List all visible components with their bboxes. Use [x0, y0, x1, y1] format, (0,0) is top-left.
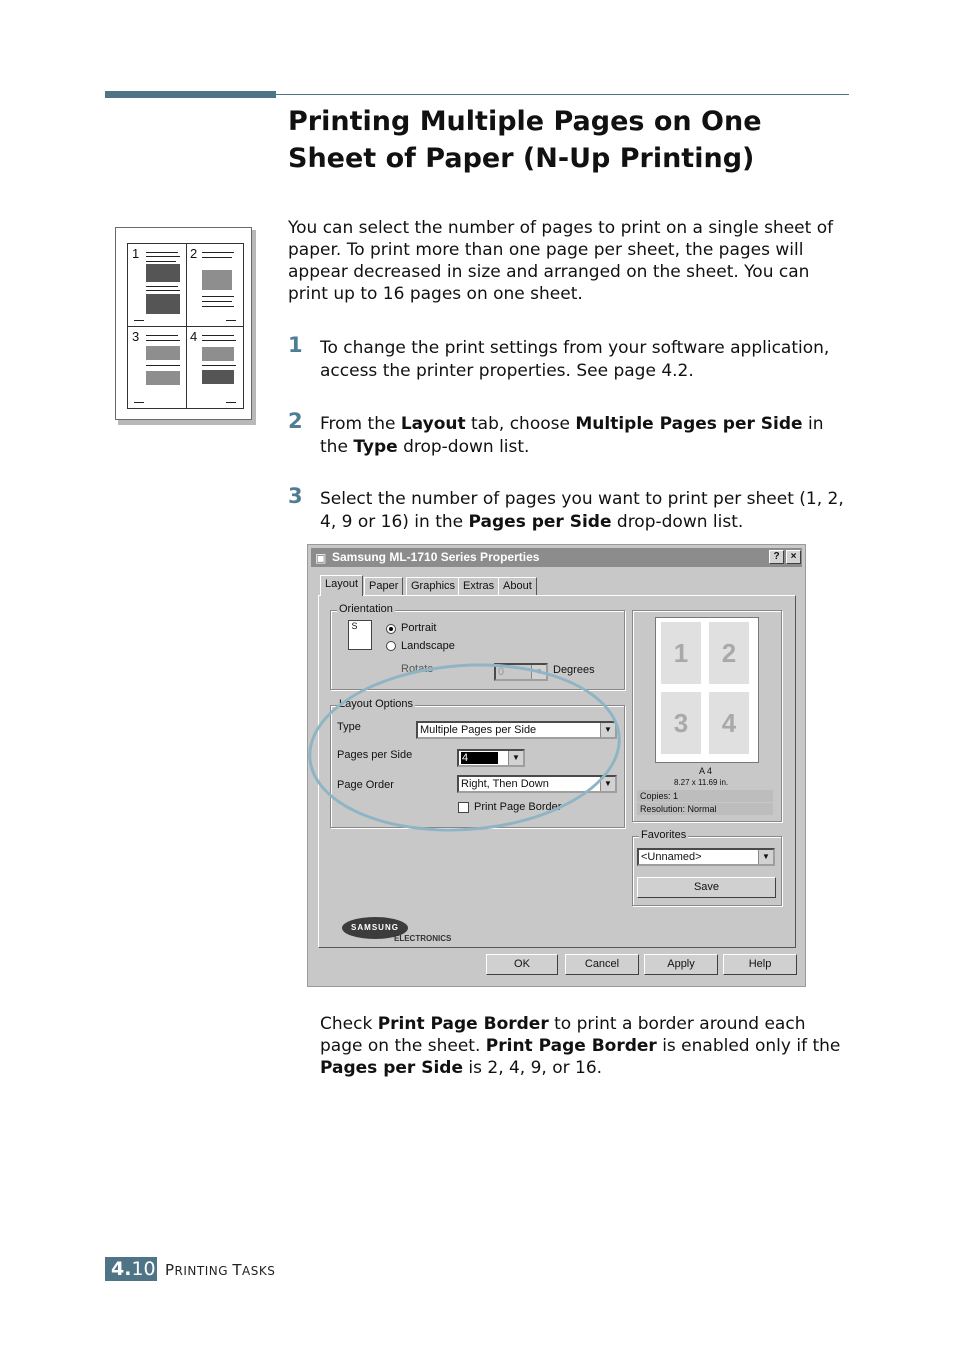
text-line	[134, 320, 144, 321]
printer-icon: ▣	[315, 551, 327, 565]
footer-section-title: PRINTING TASKS	[165, 1261, 276, 1279]
tab-layout[interactable]: Layout	[320, 575, 363, 596]
orientation-label: Orientation	[339, 603, 393, 615]
sheet-number-3: 3	[132, 329, 140, 344]
tab-about[interactable]: About	[498, 577, 537, 595]
type-label: Type	[337, 721, 361, 733]
degrees-label: Degrees	[553, 664, 595, 676]
chevron-down-icon: ▼	[758, 850, 773, 864]
step-number: 2	[288, 409, 303, 433]
portrait-radio[interactable]	[386, 624, 396, 634]
sheet-divider-horizontal	[128, 326, 243, 327]
save-button[interactable]: Save	[637, 877, 776, 898]
text-block	[146, 264, 180, 282]
text-line	[146, 290, 180, 291]
samsung-logo-subtitle: ELECTRONICS	[394, 934, 452, 943]
step-text: To change the print settings from your software application, access the printer properties. See page 4.2.	[320, 338, 830, 381]
sheet-number-1: 1	[132, 246, 140, 261]
portrait-label: Portrait	[401, 622, 437, 634]
image-block	[146, 371, 180, 385]
intro-paragraph: You can select the number of pages to print on a single sheet of paper. To print more than one page per sheet, the pages will appear decreased in size and arranged on the sheet. You can print up to 16 pages on one sheet.	[288, 218, 834, 304]
image-block	[146, 346, 180, 360]
text-line	[146, 256, 180, 257]
chevron-down-icon: ▼	[531, 665, 546, 679]
step-2	[288, 409, 853, 459]
ok-button[interactable]: OK	[486, 954, 558, 975]
text-line	[146, 335, 178, 336]
chevron-down-icon: ▼	[508, 751, 523, 765]
image-block	[202, 347, 234, 361]
text-line	[146, 252, 178, 253]
preview-cell-4: 4	[709, 692, 749, 754]
text-line	[202, 335, 234, 336]
samsung-logo: SAMSUNG	[342, 917, 408, 939]
landscape-radio[interactable]	[386, 641, 396, 651]
note-paragraph: Check Print Page Border to print a border around each page on the sheet. Print Page Border is enabled only if the Pages per Side is 2, 4, 9, or 16.	[320, 1014, 841, 1078]
text-line	[226, 402, 236, 403]
page-number-badge: 4.10	[105, 1257, 157, 1281]
step-number: 1	[288, 333, 303, 357]
preview-cell-3: 3	[661, 692, 701, 754]
text-line	[202, 301, 232, 302]
step-number: 3	[288, 484, 303, 508]
paper-dimensions: 8.27 x 11.69 in.	[674, 778, 729, 787]
preview-cell-2: 2	[709, 622, 749, 684]
cancel-button[interactable]: Cancel	[565, 954, 639, 975]
dialog-titlebar	[311, 548, 802, 567]
paper-size-label: A 4	[699, 766, 713, 776]
text-line	[202, 257, 232, 258]
header-rule	[276, 94, 849, 95]
text-line	[226, 320, 236, 321]
image-block	[202, 270, 232, 290]
text-line	[202, 306, 234, 307]
preview-cell-1: 1	[661, 622, 701, 684]
tab-extras[interactable]: Extras	[458, 577, 499, 595]
type-select[interactable]: Multiple Pages per Side ▼	[416, 721, 617, 739]
text-line	[134, 402, 144, 403]
preview-page	[655, 617, 759, 763]
text-line	[146, 340, 180, 341]
print-page-border-label: Print Page Border	[474, 801, 562, 813]
sheet-number-4: 4	[190, 329, 198, 344]
help-title-button[interactable]: ?	[769, 550, 784, 564]
rotate-label: Rotate	[401, 663, 434, 675]
dialog-title: Samsung ML-1710 Series Properties	[332, 550, 540, 564]
step-text: From the Layout tab, choose Multiple Pages per Side in the Type drop-down list.	[320, 414, 824, 457]
text-line	[202, 340, 236, 341]
text-line	[202, 365, 236, 366]
text-line	[146, 261, 176, 262]
tab-paper[interactable]: Paper	[364, 577, 403, 595]
n-up-sheet	[127, 243, 244, 409]
tab-graphics[interactable]: Graphics	[406, 577, 460, 595]
text-block	[146, 294, 180, 314]
text-line	[146, 365, 180, 366]
step-3	[288, 484, 853, 534]
header-rule-accent	[105, 91, 276, 98]
pages-per-side-label: Pages per Side	[337, 749, 413, 761]
apply-button[interactable]: Apply	[644, 954, 718, 975]
page-order-label: Page Order	[337, 779, 394, 791]
step-text: Select the number of pages you want to print per sheet (1, 2, 4, 9 or 16) in the Pages per Side drop-down list.	[320, 489, 844, 532]
portrait-page-icon: S	[348, 620, 372, 650]
landscape-label: Landscape	[401, 640, 455, 652]
chevron-down-icon: ▼	[600, 777, 615, 791]
text-line	[202, 252, 234, 253]
printer-properties-dialog	[307, 544, 806, 987]
step-1	[288, 333, 853, 383]
sheet-number-2: 2	[190, 246, 198, 261]
n-up-illustration	[115, 227, 252, 420]
copies-info: Copies: 1	[637, 790, 773, 802]
page-order-select[interactable]: Right, Then Down ▼	[457, 775, 617, 793]
resolution-info: Resolution: Normal	[637, 803, 773, 815]
favorites-select[interactable]: <Unnamed> ▼	[637, 848, 775, 866]
text-line	[146, 286, 178, 287]
rotate-select[interactable]: 0 ▼	[494, 663, 548, 681]
pages-per-side-select[interactable]: 4 ▼	[457, 749, 525, 767]
page-title: Printing Multiple Pages on One Sheet of Paper (N-Up Printing)	[288, 106, 762, 174]
text-block	[202, 370, 234, 384]
layout-options-label: Layout Options	[339, 698, 413, 710]
chevron-down-icon: ▼	[600, 723, 615, 737]
close-button[interactable]: ×	[786, 550, 801, 564]
help-button[interactable]: Help	[723, 954, 797, 975]
text-line	[202, 296, 234, 297]
favorites-label: Favorites	[641, 829, 687, 841]
